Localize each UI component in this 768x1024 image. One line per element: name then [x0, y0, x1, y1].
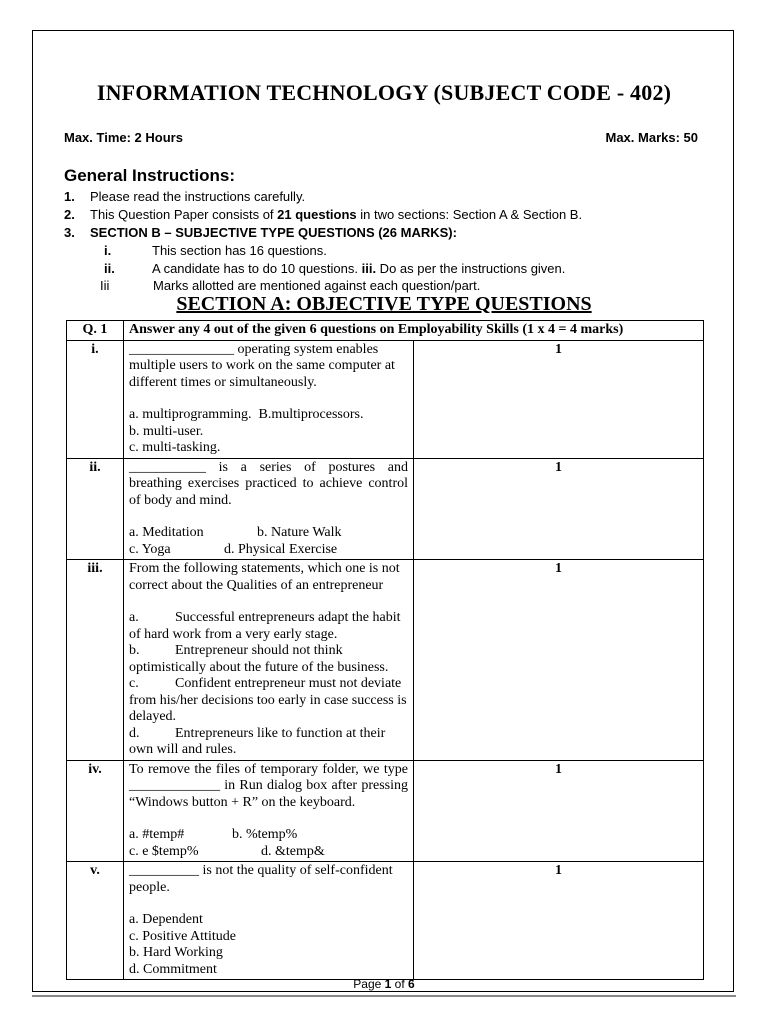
page-footer: Page 1 of 6 [353, 977, 415, 991]
option: b. Entrepreneur should not think optimistically about the future of the business. [129, 643, 389, 675]
question-number: i. [67, 340, 124, 458]
question-body [124, 862, 414, 980]
option: a. multiprogramming. B.multiprocessors. [129, 407, 364, 422]
question-row [67, 760, 704, 862]
question-row [67, 458, 704, 560]
q-heading: Answer any 4 out of the given 6 questions on Employability Skills (1 x 4 = 4 marks) [124, 321, 704, 341]
instructions-heading: General Instructions: [64, 166, 235, 185]
question-marks: 1 [414, 458, 704, 560]
option: a. #temp# [129, 827, 185, 842]
question-body [124, 458, 414, 560]
page-title: INFORMATION TECHNOLOGY (SUBJECT CODE - 402) [96, 80, 672, 105]
option: c. Yoga [129, 541, 171, 557]
option: c. Confident entrepreneur must not deviate from his/her decisions too early in case success is delayed. [129, 676, 407, 724]
option: d. Entrepreneurs like to function at their own will and rules. [129, 725, 386, 757]
option: a. Dependent [129, 912, 203, 927]
question-body [124, 760, 414, 862]
section-a-title: SECTION A: OBJECTIVE TYPE QUESTIONS [176, 293, 592, 315]
question-stem: To remove the files of temporary folder, we type _____________ in Run dialog box after pressing “Windows button + R” on the keyboard. [129, 761, 408, 810]
question-stem: ___________ is a series of postures and breathing exercises practiced to achieve control of body and mind. [129, 459, 408, 508]
option-row [129, 912, 408, 945]
page-number: 1 [384, 977, 392, 991]
question-row [67, 340, 704, 458]
question-body [124, 560, 414, 761]
question-row [67, 862, 704, 980]
instruction-item: 3. SECTION B – SUBJECTIVE TYPE QUESTIONS (26 MARKS): [64, 225, 457, 240]
table-header-row [67, 321, 704, 341]
option: b. %temp% [232, 827, 298, 842]
sub-instruction: i. This section has 16 questions. [104, 243, 327, 258]
question-marks: 1 [414, 560, 704, 761]
question-number: ii. [67, 458, 124, 560]
option: c. multi-tasking. [129, 440, 221, 455]
max-time: Max. Time: 2 Hours [64, 130, 183, 145]
option: a. Meditation [129, 525, 204, 540]
instruction-item: 2. This Question Paper consists of 21 questions in two sections: Section A & Section B. [64, 207, 583, 222]
question-stem: __________ is not the quality of self-confident people. [129, 863, 393, 895]
page-total: 6 [408, 977, 415, 991]
question-number: iii. [67, 560, 124, 761]
option: c. Positive Attitude [129, 928, 236, 944]
sub-instruction: ii. A candidate has to do 10 questions. iii. Do as per the instructions given. [104, 261, 566, 276]
option: b. multi-user. [129, 423, 204, 439]
option: d. Commitment [129, 961, 217, 977]
questions-table [66, 320, 704, 980]
question-stem: _______________ operating system enables multiple users to work on the same computer at different times or simultaneously. [129, 341, 395, 390]
question-stem: From the following statements, which one is not correct about the Qualities of an entrepreneur [129, 561, 400, 593]
question-marks: 1 [414, 862, 704, 980]
question-row [67, 560, 704, 761]
question-body [124, 340, 414, 458]
bottom-rule [32, 995, 736, 997]
option: d. &temp& [261, 843, 325, 859]
sub-instruction: Iii Marks allotted are mentioned against each question/part. [100, 278, 481, 293]
option: b. Nature Walk [257, 525, 342, 540]
option-row [129, 525, 408, 558]
question-marks: 1 [414, 340, 704, 458]
option: a. Successful entrepreneurs adapt the habit of hard work from a very early stage. [129, 610, 401, 642]
question-number: v. [67, 862, 124, 980]
option-row [129, 945, 408, 978]
option: d. Physical Exercise [224, 541, 338, 557]
question-marks: 1 [414, 760, 704, 862]
option: b. Hard Working [129, 945, 223, 960]
question-number: iv. [67, 760, 124, 862]
option: c. e $temp% [129, 843, 199, 859]
q-label: Q. 1 [67, 321, 124, 341]
option-row [129, 827, 408, 860]
max-marks: Max. Marks: 50 [605, 130, 698, 145]
instruction-item: 1. Please read the instructions carefully. [64, 189, 306, 204]
